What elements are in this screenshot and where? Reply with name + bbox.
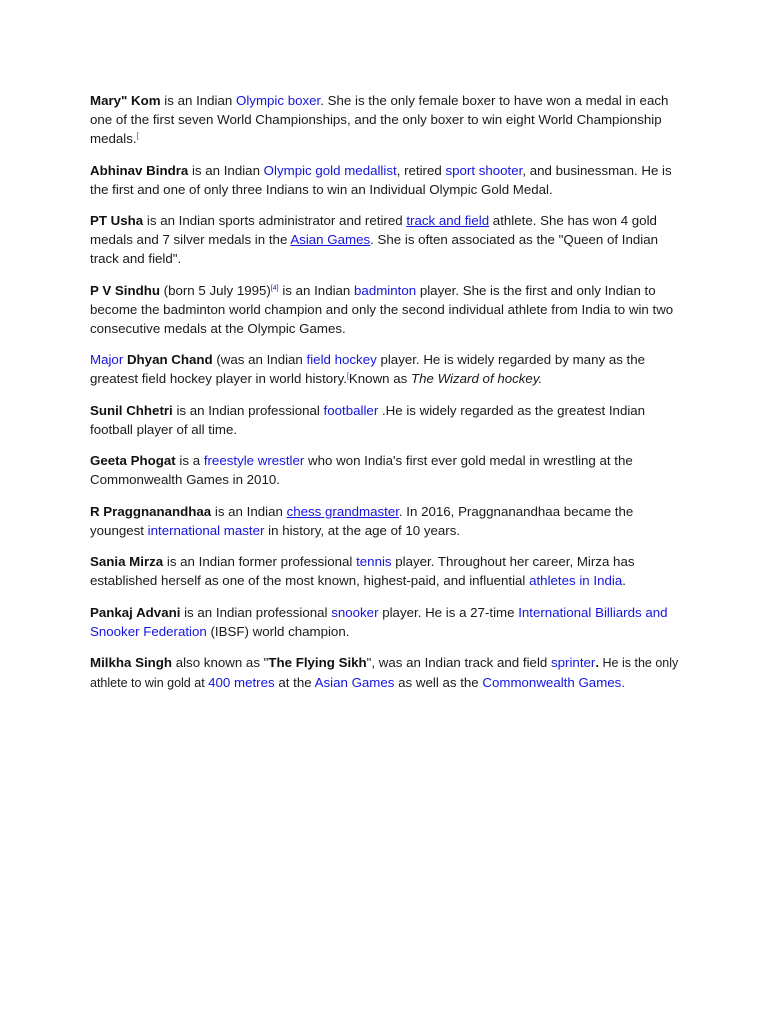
wiki-link[interactable]: snooker [331,604,379,620]
wiki-link[interactable]: freestyle wrestler [203,453,305,468]
paragraph-mary-kom [90,91,680,148]
text-run: is an Indian [278,282,355,298]
text-run: player. He is a 27-time [378,604,519,620]
bold-text: Geeta Phogat [90,453,176,468]
wiki-link[interactable]: international master [147,522,265,538]
paragraph-abhinav-bindra [90,161,680,199]
paragraph-geeta-phogat [90,451,680,489]
text-run: . In 2016, Praggnanandhaa became the youngest [90,503,634,538]
document-page [90,91,680,706]
text-run: (IBSF) world champion. [206,623,350,639]
wiki-link[interactable]: Olympic gold medallist [263,162,397,178]
text-run: is an Indian professional [172,402,324,418]
wiki-link[interactable]: tennis [356,554,392,569]
wiki-link[interactable]: track and field [406,213,490,228]
text-run: is an Indian [160,93,236,108]
text-run: . She is often associated as the "Queen of Indian track and field". [90,232,658,266]
bold-text: PT Usha [90,213,144,228]
wiki-link[interactable]: . [621,675,626,690]
paragraph-milkha-singh [90,653,680,693]
wiki-link[interactable]: sport shooter [445,162,523,178]
text-run: (born 5 July 1995) [159,282,271,298]
paragraph-pankaj-advani [90,603,680,641]
italic-text: The Wizard of hockey. [411,371,543,386]
text-run: is an Indian sports administrator and retired [143,213,407,228]
text-run: , and businessman. He is the first and one of only three Indians to win an Individual Olympic Gold Medal. [90,162,672,197]
bold-text: Pankaj Advani [90,604,181,620]
wiki-link[interactable]: Asian Games [314,675,395,690]
paragraph-sunil-chhetri [90,401,680,439]
text-run: is a [175,453,204,468]
bold-text: The Flying Sikh [268,655,367,670]
paragraph-sania-mirza [90,552,680,590]
text-run: as well as the [394,675,483,690]
wiki-link[interactable]: footballer [323,402,379,418]
text-run: is an Indian professional [180,604,332,620]
text-run: . [622,573,626,588]
text-run: is an Indian [211,503,287,519]
text-run: player. Throughout her career, Mirza has established herself as one of the most known, highest-paid, and influential [90,554,635,588]
text-run: in history, at the age of 10 years. [264,522,461,538]
text-run: He is the only athlete to win gold at [90,656,679,690]
bold-text: Abhinav Bindra [90,162,189,178]
text-run: .He is widely regarded as the greatest Indian football player of all time. [90,402,646,437]
bold-text: . [595,655,600,670]
citation-link[interactable]: [ [346,373,349,380]
text-run: , retired [396,162,446,178]
wiki-link[interactable]: 400 metres [208,675,275,690]
wiki-link[interactable]: Asian Games [290,232,371,247]
text-run: also known as " [172,655,269,670]
text-run: Known as [348,371,411,386]
text-run: ", was an Indian track and field [366,655,551,670]
text-run: is an Indian [188,162,264,178]
bold-text: Sania Mirza [90,554,164,569]
wiki-link[interactable]: sprinter [551,655,596,670]
wiki-link[interactable]: athletes in India [529,573,623,588]
wiki-link[interactable]: International Billiards and Snooker Federation [90,604,668,639]
text-run: athlete. She has won 4 gold medals and 7 silver medals in the [90,213,657,247]
wiki-link[interactable]: Major [90,352,124,367]
bold-text: P V Sindhu [90,282,160,298]
paragraph-dhyan-chand [90,350,680,388]
paragraph-pt-usha [90,211,680,268]
paragraph-pv-sindhu [90,281,680,338]
text-run: at the [274,675,315,690]
citation-link[interactable]: [4] [270,284,279,292]
text-run: player. She is the first and only Indian to become the badminton world champion and only the second individual athlete from India to win two consecutive medals at the Olympic Games. [90,282,674,336]
citation-link[interactable]: [ [136,133,139,140]
bold-text: Dhyan Chand [126,352,213,367]
bold-text: R Praggnanandhaa [90,503,212,519]
bold-text: Sunil Chhetri [90,402,173,418]
text-run: . She is the only female boxer to have won a medal in each one of the first seven World Championships, and the only boxer to win eight World Championship medals. [90,93,669,146]
bold-text: Mary" Kom [90,93,161,108]
bold-text: Milkha Singh [90,655,173,670]
wiki-link[interactable]: field hockey [306,352,377,367]
text-run: (was an Indian [212,352,307,367]
text-run: who won India's first ever gold medal in wrestling at the Commonwealth Games in 2010. [90,453,633,487]
wiki-link[interactable]: Olympic boxer [236,93,321,108]
wiki-link[interactable]: badminton [354,282,417,298]
wiki-link[interactable]: Commonwealth Games [482,675,622,690]
text-run: is an Indian former professional [163,554,357,569]
paragraph-r-praggnanandhaa [90,502,680,540]
text-run: player. He is widely regarded by many as the greatest field hockey player in world history. [90,352,646,386]
wiki-link[interactable]: chess grandmaster [286,503,399,519]
